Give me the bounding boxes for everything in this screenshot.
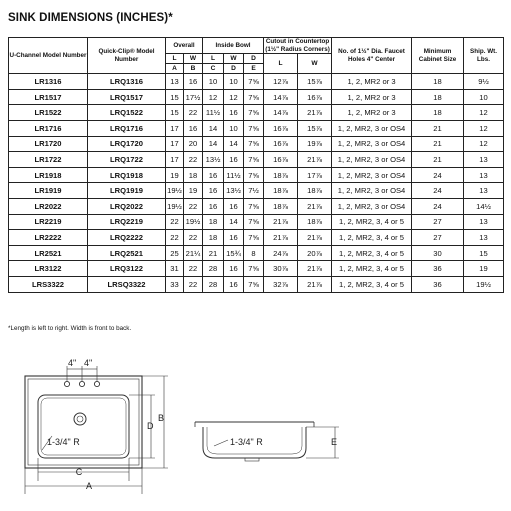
table-cell: 13: [464, 214, 504, 230]
table-cell: 13½: [203, 152, 224, 168]
table-cell: 16: [224, 261, 244, 277]
table-cell: 13½: [224, 183, 244, 199]
table-cell: 1, 2, MR2, 3, 4 or 5: [332, 245, 412, 261]
model-number-cell: LRQ2219: [88, 214, 166, 230]
table-cell: 16: [203, 198, 224, 214]
table-cell: 16: [184, 74, 203, 90]
table-cell: 1, 2, MR2 or 3: [332, 89, 412, 105]
table-cell: 22: [184, 105, 203, 121]
table-cell: 24: [412, 198, 464, 214]
table-cell: 30⅞: [264, 261, 298, 277]
model-number-cell: LR1517: [9, 89, 88, 105]
table-cell: 12: [203, 89, 224, 105]
table-cell: 21⅞: [298, 105, 332, 121]
table-cell: 27: [412, 214, 464, 230]
header-overall: Overall: [166, 38, 203, 54]
table-cell: 13: [464, 230, 504, 246]
table-cell: 22: [184, 261, 203, 277]
table-cell: 11½: [224, 167, 244, 183]
dim-d-label: D: [147, 421, 154, 431]
model-number-cell: LRQ1919: [88, 183, 166, 199]
table-row: [9, 245, 504, 261]
table-cell: 12: [464, 136, 504, 152]
table-cell: 36: [412, 261, 464, 277]
model-number-cell: LRQ1522: [88, 105, 166, 121]
dim-b-label: B: [158, 413, 165, 423]
footnote: *Length is left to right. Width is front to back.: [8, 325, 132, 332]
table-cell: 18: [203, 214, 224, 230]
table-cell: 25: [166, 245, 184, 261]
table-cell: 21⅞: [298, 261, 332, 277]
table-cell: 15⅞: [298, 74, 332, 90]
table-row: [9, 89, 504, 105]
table-cell: 17: [166, 120, 184, 136]
table-cell: 36: [412, 276, 464, 292]
table-cell: 21¼: [184, 245, 203, 261]
header-channel-model: U-Channel Model Number: [9, 38, 88, 74]
table-row: [9, 183, 504, 199]
table-cell: 18: [203, 230, 224, 246]
header-inside-bowl: Inside Bowl: [203, 38, 264, 54]
table-cell: 18: [412, 89, 464, 105]
table-cell: 10: [224, 74, 244, 90]
subheader-inside-d: D: [244, 54, 264, 64]
table-cell: 1, 2, MR2 or 3: [332, 74, 412, 90]
table-cell: 31: [166, 261, 184, 277]
header-faucet-holes: No. of 1½" Dia. Faucet Holes 4" Center: [332, 38, 412, 74]
header-cabinet-size: Minimum Cabinet Size: [412, 38, 464, 74]
subheader-cutout-w: W: [298, 54, 332, 74]
table-cell: 16⅞: [264, 120, 298, 136]
table-row: [9, 214, 504, 230]
table-cell: 16: [224, 276, 244, 292]
table-cell: 7⅝: [244, 105, 264, 121]
model-number-cell: LRQ1722: [88, 152, 166, 168]
table-cell: 1, 2, MR2, 3 or OS4: [332, 167, 412, 183]
table-cell: 17½: [184, 89, 203, 105]
table-cell: 21: [412, 136, 464, 152]
table-cell: 18⅞: [264, 198, 298, 214]
model-number-cell: LR1522: [9, 105, 88, 121]
table-cell: 15¾: [224, 245, 244, 261]
table-cell: 21: [412, 120, 464, 136]
table-cell: 20: [184, 136, 203, 152]
table-cell: 15: [166, 105, 184, 121]
table-cell: 7⅝: [244, 230, 264, 246]
model-number-cell: LRQ1517: [88, 89, 166, 105]
table-cell: 14: [203, 136, 224, 152]
table-cell: 24: [412, 167, 464, 183]
table-cell: 12⅞: [264, 74, 298, 90]
table-cell: 13: [464, 183, 504, 199]
model-number-cell: LRQ1720: [88, 136, 166, 152]
model-number-cell: LR1716: [9, 120, 88, 136]
table-cell: 1, 2, MR2, 3 or OS4: [332, 183, 412, 199]
table-cell: 1, 2, MR2, 3 or OS4: [332, 120, 412, 136]
table-cell: 21: [412, 152, 464, 168]
header-quickclip-model: Quick-Clip® Model Number: [88, 38, 166, 74]
table-cell: 12: [464, 105, 504, 121]
table-cell: 7⅝: [244, 261, 264, 277]
table-row: [9, 198, 504, 214]
faucet-hole-icon: [79, 381, 84, 386]
table-cell: 30: [412, 245, 464, 261]
table-cell: 16⅞: [298, 89, 332, 105]
table-cell: 28: [203, 276, 224, 292]
model-number-cell: LRQ2521: [88, 245, 166, 261]
model-number-cell: LR1918: [9, 167, 88, 183]
sink-dimensions-table: [8, 37, 504, 293]
dim-c-label: C: [75, 467, 83, 477]
table-cell: 14⅞: [264, 105, 298, 121]
table-cell: 16: [203, 183, 224, 199]
table-cell: 19½: [166, 198, 184, 214]
dim-a-label: A: [85, 481, 93, 491]
table-cell: 19: [464, 261, 504, 277]
table-cell: 19: [184, 183, 203, 199]
hole-spacing-label: 4": [84, 358, 93, 368]
table-row: [9, 167, 504, 183]
model-number-cell: LRQ2022: [88, 198, 166, 214]
table-cell: 22: [166, 230, 184, 246]
table-cell: 17⅞: [298, 167, 332, 183]
table-cell: 9½: [464, 74, 504, 90]
table-cell: 13: [464, 152, 504, 168]
table-cell: 12: [224, 89, 244, 105]
table-cell: 7⅝: [244, 152, 264, 168]
model-number-cell: LR3122: [9, 261, 88, 277]
table-cell: 19⅞: [298, 136, 332, 152]
sink-diagram: [0, 340, 511, 511]
table-cell: 10: [464, 89, 504, 105]
table-row: [9, 120, 504, 136]
table-row: [9, 152, 504, 168]
letter-c: C: [203, 64, 224, 74]
table-cell: 14: [203, 120, 224, 136]
table-row: [9, 74, 504, 90]
model-number-cell: LR1722: [9, 152, 88, 168]
model-number-cell: LR2222: [9, 230, 88, 246]
table-cell: 16: [184, 120, 203, 136]
table-cell: 16⅞: [264, 136, 298, 152]
table-cell: 17: [166, 136, 184, 152]
table-cell: 7⅝: [244, 74, 264, 90]
letter-b: B: [184, 64, 203, 74]
hole-spacing-label: 4": [68, 358, 77, 368]
table-cell: 18⅞: [264, 167, 298, 183]
table-cell: 21⅞: [298, 276, 332, 292]
header-cutout: Cutout in Countertop (1½" Radius Corners): [265, 38, 330, 53]
table-cell: 16: [224, 198, 244, 214]
table-cell: 22: [184, 198, 203, 214]
table-cell: 21⅞: [298, 152, 332, 168]
table-row: [9, 105, 504, 121]
table-cell: 7⅝: [244, 167, 264, 183]
table-cell: 19½: [166, 183, 184, 199]
table-cell: 11½: [203, 105, 224, 121]
table-cell: 19: [166, 167, 184, 183]
table-cell: 15: [464, 245, 504, 261]
model-number-cell: LRSQ3322: [88, 276, 166, 292]
table-cell: 18⅞: [264, 183, 298, 199]
subheader-overall-l: L: [166, 54, 184, 64]
table-cell: 22: [184, 276, 203, 292]
table-cell: 1, 2, MR2 or 3: [332, 105, 412, 121]
radius-label: 1-3/4" R: [47, 437, 80, 447]
table-cell: 16: [203, 167, 224, 183]
table-cell: 16: [224, 230, 244, 246]
table-cell: 12: [464, 120, 504, 136]
table-cell: 22: [166, 214, 184, 230]
table-cell: 16⅞: [264, 152, 298, 168]
table-row: [9, 230, 504, 246]
table-row: [9, 261, 504, 277]
table-cell: 14⅞: [264, 89, 298, 105]
table-cell: 18: [412, 105, 464, 121]
table-row: [9, 136, 504, 152]
table-cell: 17: [166, 152, 184, 168]
table-cell: 21⅞: [264, 230, 298, 246]
table-cell: 1, 2, MR2, 3, 4 or 5: [332, 276, 412, 292]
table-cell: 32⅞: [264, 276, 298, 292]
model-number-cell: LRQ1918: [88, 167, 166, 183]
table-cell: 13: [166, 74, 184, 90]
dim-e-label: E: [331, 437, 338, 447]
table-cell: 21⅞: [298, 230, 332, 246]
model-number-cell: LR2521: [9, 245, 88, 261]
subheader-cutout-l: L: [264, 54, 298, 74]
model-number-cell: LR2219: [9, 214, 88, 230]
table-cell: 19½: [184, 214, 203, 230]
radius-label-side: 1-3/4" R: [230, 437, 263, 447]
table-cell: 7½: [244, 183, 264, 199]
table-cell: 15: [166, 89, 184, 105]
table-cell: 15⅞: [298, 120, 332, 136]
table-cell: 21⅞: [264, 214, 298, 230]
table-cell: 13: [464, 167, 504, 183]
model-number-cell: LR1720: [9, 136, 88, 152]
header-ship-weight: Ship. Wt. Lbs.: [464, 38, 504, 74]
letter-d: D: [224, 64, 244, 74]
table-cell: 1, 2, MR2, 3, 4 or 5: [332, 214, 412, 230]
table-cell: 1, 2, MR2, 3, 4 or 5: [332, 230, 412, 246]
table-cell: 8: [244, 245, 264, 261]
model-number-cell: LR2022: [9, 198, 88, 214]
table-cell: 7⅝: [244, 136, 264, 152]
model-number-cell: LR1919: [9, 183, 88, 199]
sink-top-view: [25, 376, 142, 468]
drain-icon: [74, 413, 86, 425]
table-cell: 7⅝: [244, 89, 264, 105]
table-cell: 7⅝: [244, 214, 264, 230]
table-cell: 22: [184, 152, 203, 168]
model-number-cell: LRQ1716: [88, 120, 166, 136]
letter-a: A: [166, 64, 184, 74]
table-cell: 10: [203, 74, 224, 90]
table-cell: 27: [412, 230, 464, 246]
subheader-inside-w: W: [224, 54, 244, 64]
subheader-overall-w: W: [184, 54, 203, 64]
table-cell: 18: [184, 167, 203, 183]
table-cell: 7⅝: [244, 198, 264, 214]
table-cell: 18: [412, 74, 464, 90]
table-cell: 1, 2, MR2, 3 or OS4: [332, 136, 412, 152]
table-cell: 28: [203, 261, 224, 277]
table-cell: 21: [203, 245, 224, 261]
faucet-hole-icon: [94, 381, 99, 386]
table-cell: 16: [224, 105, 244, 121]
table-row: [9, 276, 504, 292]
table-cell: 10: [224, 120, 244, 136]
table-cell: 7⅝: [244, 276, 264, 292]
table-cell: 22: [184, 230, 203, 246]
page-title: SINK DIMENSIONS (INCHES)*: [8, 12, 173, 24]
letter-e: E: [244, 64, 264, 74]
table-cell: 19½: [464, 276, 504, 292]
table-cell: 33: [166, 276, 184, 292]
table-cell: 20⅞: [298, 245, 332, 261]
table-cell: 21⅞: [298, 198, 332, 214]
table-cell: 1, 2, MR2, 3, 4 or 5: [332, 261, 412, 277]
table-cell: 14½: [464, 198, 504, 214]
table-cell: 7⅝: [244, 120, 264, 136]
model-number-cell: LRQ2222: [88, 230, 166, 246]
faucet-hole-icon: [64, 381, 69, 386]
model-number-cell: LR1316: [9, 74, 88, 90]
table-cell: 14: [224, 214, 244, 230]
table-cell: 1, 2, MR2, 3 or OS4: [332, 152, 412, 168]
table-cell: 18⅞: [298, 183, 332, 199]
table-cell: 1, 2, MR2, 3 or OS4: [332, 198, 412, 214]
subheader-inside-l: L: [203, 54, 224, 64]
table-cell: 18⅞: [298, 214, 332, 230]
table-cell: 16: [224, 152, 244, 168]
model-number-cell: LRQ1316: [88, 74, 166, 90]
model-number-cell: LRS3322: [9, 276, 88, 292]
table-cell: 24⅞: [264, 245, 298, 261]
table-cell: 24: [412, 183, 464, 199]
table-cell: 14: [224, 136, 244, 152]
model-number-cell: LRQ3122: [88, 261, 166, 277]
